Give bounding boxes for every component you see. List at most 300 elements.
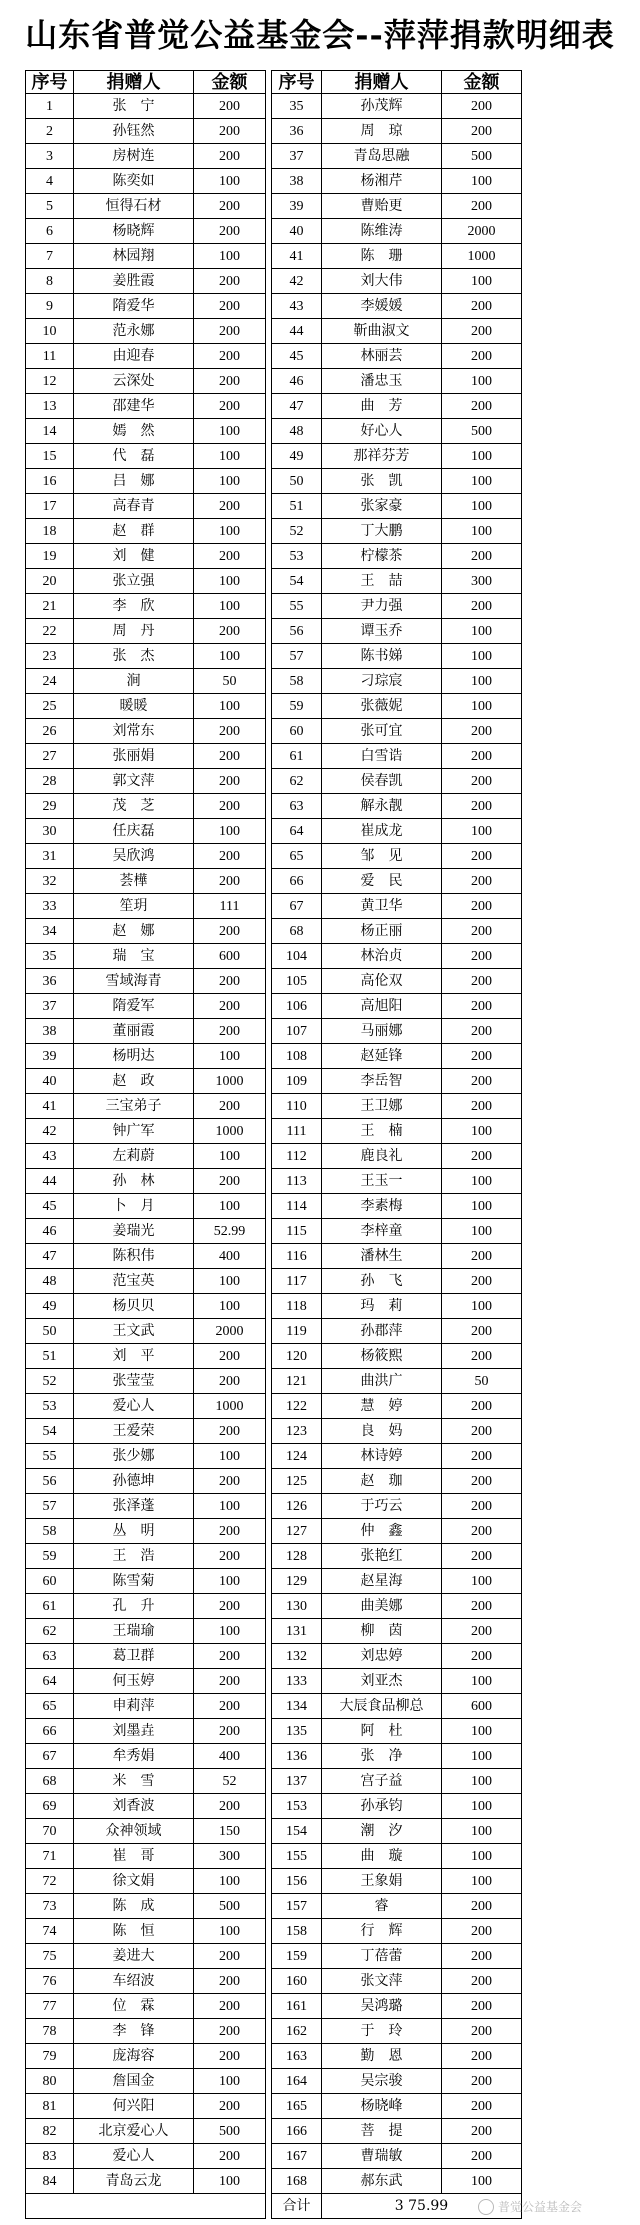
seq-cell: 44 <box>272 319 322 344</box>
amount-cell: 200 <box>442 969 522 994</box>
donor-cell: 杨明达 <box>74 1044 194 1069</box>
seq-cell: 36 <box>26 969 74 994</box>
amount-cell: 100 <box>194 444 266 469</box>
amount-cell: 200 <box>194 619 266 644</box>
seq-cell: 53 <box>272 544 322 569</box>
amount-cell: 100 <box>442 1119 522 1144</box>
donor-cell: 仲 鑫 <box>322 1519 442 1544</box>
table-row <box>26 2144 522 2169</box>
seq-cell: 37 <box>272 144 322 169</box>
seq-cell: 30 <box>26 819 74 844</box>
donor-cell: 潘林生 <box>322 1244 442 1269</box>
seq-cell: 51 <box>26 1344 74 1369</box>
seq-cell: 133 <box>272 1669 322 1694</box>
table-row <box>26 944 522 969</box>
seq-cell: 126 <box>272 1494 322 1519</box>
amount-cell: 100 <box>194 594 266 619</box>
amount-cell: 500 <box>442 419 522 444</box>
donor-cell: 王 喆 <box>322 569 442 594</box>
seq-cell: 46 <box>272 369 322 394</box>
seq-cell: 45 <box>26 1194 74 1219</box>
seq-cell: 12 <box>26 369 74 394</box>
seq-cell: 22 <box>26 619 74 644</box>
donor-cell: 周 丹 <box>74 619 194 644</box>
amount-cell: 100 <box>442 644 522 669</box>
amount-cell: 200 <box>442 769 522 794</box>
table-row <box>26 1294 522 1319</box>
table-row <box>26 1344 522 1369</box>
donor-cell: 陈 珊 <box>322 244 442 269</box>
seq-cell: 109 <box>272 1069 322 1094</box>
amount-cell: 200 <box>442 1544 522 1569</box>
seq-cell: 113 <box>272 1169 322 1194</box>
seq-cell: 68 <box>26 1769 74 1794</box>
amount-cell: 400 <box>194 1744 266 1769</box>
donor-cell: 杨晓峰 <box>322 2094 442 2119</box>
donor-cell: 葛卫群 <box>74 1644 194 1669</box>
donor-cell: 丛 明 <box>74 1519 194 1544</box>
seq-cell: 84 <box>26 2169 74 2194</box>
amount-cell: 100 <box>442 494 522 519</box>
seq-cell: 64 <box>26 1669 74 1694</box>
amount-cell: 200 <box>442 2069 522 2094</box>
table-row <box>26 344 522 369</box>
table-row <box>26 1019 522 1044</box>
amount-cell: 500 <box>194 1894 266 1919</box>
donor-cell: 孙承钧 <box>322 1794 442 1819</box>
table-row <box>26 1819 522 1844</box>
seq-cell: 55 <box>26 1444 74 1469</box>
amount-cell: 200 <box>442 1144 522 1169</box>
seq-cell: 63 <box>272 794 322 819</box>
donor-cell: 青岛思融 <box>322 144 442 169</box>
donor-cell: 丁蓓蕾 <box>322 1944 442 1969</box>
table-row <box>26 794 522 819</box>
donor-cell: 好心人 <box>322 419 442 444</box>
donor-cell: 张泽蓬 <box>74 1494 194 1519</box>
donor-cell: 北京爱心人 <box>74 2119 194 2144</box>
seq-cell: 10 <box>26 319 74 344</box>
amount-cell: 100 <box>194 1194 266 1219</box>
donor-cell: 勤 恩 <box>322 2044 442 2069</box>
donor-cell: 潮 汐 <box>322 1819 442 1844</box>
seq-cell: 29 <box>26 794 74 819</box>
amount-cell: 200 <box>442 1344 522 1369</box>
seq-cell: 72 <box>26 1869 74 1894</box>
donor-cell: 王象娟 <box>322 1869 442 1894</box>
seq-cell: 135 <box>272 1719 322 1744</box>
amount-cell: 100 <box>194 644 266 669</box>
donor-cell: 张艳红 <box>322 1544 442 1569</box>
seq-cell: 33 <box>26 894 74 919</box>
donor-cell: 李素梅 <box>322 1194 442 1219</box>
seq-cell: 32 <box>26 869 74 894</box>
table-row <box>26 1794 522 1819</box>
donor-cell: 林诗婷 <box>322 1444 442 1469</box>
donor-cell: 杨湘芹 <box>322 169 442 194</box>
seq-cell: 48 <box>26 1269 74 1294</box>
seq-cell: 58 <box>272 669 322 694</box>
seq-cell: 164 <box>272 2069 322 2094</box>
amount-cell: 100 <box>194 2069 266 2094</box>
seq-cell: 162 <box>272 2019 322 2044</box>
seq-cell: 83 <box>26 2144 74 2169</box>
table-row <box>26 1744 522 1769</box>
header-donor: 捐赠人 <box>74 71 194 94</box>
amount-cell: 300 <box>442 569 522 594</box>
seq-cell: 37 <box>26 994 74 1019</box>
seq-cell: 51 <box>272 494 322 519</box>
donor-cell: 林丽芸 <box>322 344 442 369</box>
seq-cell: 67 <box>26 1744 74 1769</box>
amount-cell: 200 <box>194 1369 266 1394</box>
donor-cell: 庞海容 <box>74 2044 194 2069</box>
seq-cell: 81 <box>26 2094 74 2119</box>
donor-cell: 李 锋 <box>74 2019 194 2044</box>
donor-cell: 代 磊 <box>74 444 194 469</box>
table-row <box>26 144 522 169</box>
table-row <box>26 1994 522 2019</box>
amount-cell: 100 <box>194 1044 266 1069</box>
table-row <box>26 169 522 194</box>
donor-cell: 曹瑞敏 <box>322 2144 442 2169</box>
seq-cell: 11 <box>26 344 74 369</box>
seq-cell: 114 <box>272 1194 322 1219</box>
amount-cell: 200 <box>194 269 266 294</box>
donor-cell: 赵星海 <box>322 1569 442 1594</box>
table-row <box>26 419 522 444</box>
table-row <box>26 1519 522 1544</box>
donor-cell: 刘忠婷 <box>322 1644 442 1669</box>
donor-cell: 陈书娣 <box>322 644 442 669</box>
table-row <box>26 994 522 1019</box>
donor-cell: 阿 杜 <box>322 1719 442 1744</box>
amount-cell: 200 <box>442 1969 522 1994</box>
donor-cell: 何兴阳 <box>74 2094 194 2119</box>
amount-cell: 200 <box>442 919 522 944</box>
table-row <box>26 1444 522 1469</box>
amount-cell: 200 <box>194 769 266 794</box>
table-row <box>26 1569 522 1594</box>
donor-cell: 靳曲淑文 <box>322 319 442 344</box>
donor-cell: 李 欣 <box>74 594 194 619</box>
table-row <box>26 1694 522 1719</box>
donor-cell: 曲美娜 <box>322 1594 442 1619</box>
seq-cell: 42 <box>272 269 322 294</box>
donor-cell: 荟樺 <box>74 869 194 894</box>
donor-cell: 张立强 <box>74 569 194 594</box>
table-row <box>26 369 522 394</box>
donor-cell: 崔成龙 <box>322 819 442 844</box>
seq-cell: 62 <box>26 1619 74 1644</box>
donor-cell: 陈奕如 <box>74 169 194 194</box>
amount-cell: 500 <box>194 2119 266 2144</box>
donor-cell: 周 琼 <box>322 119 442 144</box>
donor-cell: 王玉一 <box>322 1169 442 1194</box>
donor-cell: 范永娜 <box>74 319 194 344</box>
total-left-blank <box>26 2194 266 2219</box>
donor-cell: 吴欣鸿 <box>74 844 194 869</box>
amount-cell: 200 <box>194 869 266 894</box>
donor-cell: 何玉婷 <box>74 1669 194 1694</box>
table-row <box>26 1919 522 1944</box>
amount-cell: 200 <box>194 1419 266 1444</box>
table-row <box>26 669 522 694</box>
donor-cell: 卜 月 <box>74 1194 194 1219</box>
amount-cell: 200 <box>194 1094 266 1119</box>
seq-cell: 76 <box>26 1969 74 1994</box>
amount-cell: 200 <box>194 1994 266 2019</box>
donor-cell: 笙玥 <box>74 894 194 919</box>
seq-cell: 36 <box>272 119 322 144</box>
seq-cell: 1 <box>26 94 74 119</box>
amount-cell: 200 <box>194 194 266 219</box>
seq-cell: 41 <box>272 244 322 269</box>
seq-cell: 56 <box>26 1469 74 1494</box>
seq-cell: 4 <box>26 169 74 194</box>
seq-cell: 122 <box>272 1394 322 1419</box>
amount-cell: 111 <box>194 894 266 919</box>
amount-cell: 200 <box>194 719 266 744</box>
seq-cell: 71 <box>26 1844 74 1869</box>
amount-cell: 200 <box>442 894 522 919</box>
table-row <box>26 769 522 794</box>
amount-cell: 100 <box>194 244 266 269</box>
donor-cell: 暖暖 <box>74 694 194 719</box>
amount-cell: 200 <box>194 394 266 419</box>
table-row <box>26 1194 522 1219</box>
amount-cell: 100 <box>442 1844 522 1869</box>
amount-cell: 100 <box>194 569 266 594</box>
donor-cell: 曲 芳 <box>322 394 442 419</box>
donor-cell: 姜胜霞 <box>74 269 194 294</box>
amount-cell: 100 <box>194 2169 266 2194</box>
donor-cell: 杨筱熙 <box>322 1344 442 1369</box>
amount-cell: 200 <box>194 1944 266 1969</box>
amount-cell: 100 <box>194 1294 266 1319</box>
amount-cell: 50 <box>194 669 266 694</box>
seq-cell: 168 <box>272 2169 322 2194</box>
table-row <box>26 444 522 469</box>
seq-cell: 38 <box>26 1019 74 1044</box>
seq-cell: 60 <box>26 1569 74 1594</box>
total-row <box>26 2194 522 2219</box>
seq-cell: 31 <box>26 844 74 869</box>
amount-cell: 100 <box>442 1744 522 1769</box>
donor-cell: 王 楠 <box>322 1119 442 1144</box>
amount-cell: 200 <box>442 1519 522 1544</box>
amount-cell: 100 <box>442 444 522 469</box>
table-row <box>26 269 522 294</box>
seq-cell: 123 <box>272 1419 322 1444</box>
amount-cell: 200 <box>194 2044 266 2069</box>
donor-cell: 张 杰 <box>74 644 194 669</box>
amount-cell: 200 <box>442 869 522 894</box>
seq-cell: 15 <box>26 444 74 469</box>
seq-cell: 2 <box>26 119 74 144</box>
donor-cell: 涧 <box>74 669 194 694</box>
seq-cell: 52 <box>272 519 322 544</box>
donor-cell: 吕 娜 <box>74 469 194 494</box>
table-row <box>26 244 522 269</box>
seq-cell: 43 <box>26 1144 74 1169</box>
table-row <box>26 1144 522 1169</box>
donor-cell: 邵建华 <box>74 394 194 419</box>
table-row <box>26 1644 522 1669</box>
donor-cell: 陈 成 <box>74 1894 194 1919</box>
donor-cell: 孙德坤 <box>74 1469 194 1494</box>
amount-cell: 200 <box>442 794 522 819</box>
amount-cell: 100 <box>442 619 522 644</box>
page-title: 山东省普觉公益基金会--萍萍捐款明细表 <box>25 16 615 54</box>
donor-cell: 柳 茵 <box>322 1619 442 1644</box>
amount-cell: 52.99 <box>194 1219 266 1244</box>
amount-cell: 200 <box>442 1019 522 1044</box>
header-seq: 序号 <box>272 71 322 94</box>
table-row <box>26 869 522 894</box>
table-row <box>26 469 522 494</box>
amount-cell: 100 <box>194 1144 266 1169</box>
table-row <box>26 1244 522 1269</box>
watermark-text: 普觉公益基金会 <box>498 2200 583 2214</box>
table-row <box>26 894 522 919</box>
amount-cell: 1000 <box>442 244 522 269</box>
amount-cell: 1000 <box>194 1069 266 1094</box>
amount-cell: 100 <box>194 1269 266 1294</box>
seq-cell: 159 <box>272 1944 322 1969</box>
donor-cell: 刘大伟 <box>322 269 442 294</box>
table-row <box>26 519 522 544</box>
seq-cell: 70 <box>26 1819 74 1844</box>
seq-cell: 131 <box>272 1619 322 1644</box>
seq-cell: 62 <box>272 769 322 794</box>
amount-cell: 52 <box>194 1769 266 1794</box>
amount-cell: 200 <box>194 2144 266 2169</box>
table-row <box>26 919 522 944</box>
amount-cell: 1000 <box>194 1119 266 1144</box>
table-row <box>26 1419 522 1444</box>
amount-cell: 200 <box>194 1169 266 1194</box>
donor-cell: 侯春凯 <box>322 769 442 794</box>
seq-cell: 161 <box>272 1994 322 2019</box>
amount-cell: 100 <box>194 694 266 719</box>
seq-cell: 47 <box>272 394 322 419</box>
amount-cell: 200 <box>442 1044 522 1069</box>
seq-cell: 35 <box>272 94 322 119</box>
amount-cell: 200 <box>442 1244 522 1269</box>
amount-cell: 200 <box>442 1944 522 1969</box>
table-row <box>26 1844 522 1869</box>
seq-cell: 106 <box>272 994 322 1019</box>
amount-cell: 200 <box>194 544 266 569</box>
seq-cell: 59 <box>272 694 322 719</box>
table-row <box>26 1944 522 1969</box>
donor-cell: 杨贝贝 <box>74 1294 194 1319</box>
seq-cell: 167 <box>272 2144 322 2169</box>
seq-cell: 50 <box>26 1319 74 1344</box>
amount-cell: 200 <box>442 744 522 769</box>
donor-cell: 郝东武 <box>322 2169 442 2194</box>
seq-cell: 49 <box>272 444 322 469</box>
donor-cell: 米 雪 <box>74 1769 194 1794</box>
amount-cell: 100 <box>442 1869 522 1894</box>
seq-cell: 124 <box>272 1444 322 1469</box>
seq-cell: 79 <box>26 2044 74 2069</box>
amount-cell: 100 <box>442 1819 522 1844</box>
donor-cell: 三宝弟子 <box>74 1094 194 1119</box>
seq-cell: 16 <box>26 469 74 494</box>
seq-cell: 47 <box>26 1244 74 1269</box>
table-row <box>26 219 522 244</box>
donor-cell: 陈维涛 <box>322 219 442 244</box>
amount-cell: 200 <box>194 1469 266 1494</box>
seq-cell: 156 <box>272 1869 322 1894</box>
donation-ledger-table <box>25 70 522 2219</box>
seq-cell: 61 <box>26 1594 74 1619</box>
amount-cell: 100 <box>194 169 266 194</box>
seq-cell: 53 <box>26 1394 74 1419</box>
seq-cell: 42 <box>26 1119 74 1144</box>
seq-cell: 17 <box>26 494 74 519</box>
donor-cell: 王爱荣 <box>74 1419 194 1444</box>
donor-cell: 刘 健 <box>74 544 194 569</box>
amount-cell: 200 <box>442 1419 522 1444</box>
donor-cell: 范宝英 <box>74 1269 194 1294</box>
donor-cell: 刘墨垚 <box>74 1719 194 1744</box>
seq-cell: 116 <box>272 1244 322 1269</box>
table-row <box>26 969 522 994</box>
amount-cell: 200 <box>442 1094 522 1119</box>
amount-cell: 100 <box>442 819 522 844</box>
table-row <box>26 2069 522 2094</box>
donor-cell: 潘忠玉 <box>322 369 442 394</box>
seq-cell: 27 <box>26 744 74 769</box>
donor-cell: 邹 见 <box>322 844 442 869</box>
donor-cell: 隋爱华 <box>74 294 194 319</box>
table-row <box>26 569 522 594</box>
amount-cell: 100 <box>194 1869 266 1894</box>
donor-cell: 宫子益 <box>322 1769 442 1794</box>
donor-cell: 张莹莹 <box>74 1369 194 1394</box>
amount-cell: 100 <box>442 369 522 394</box>
seq-cell: 61 <box>272 744 322 769</box>
donor-cell: 刁琮宸 <box>322 669 442 694</box>
seq-cell: 25 <box>26 694 74 719</box>
amount-cell: 200 <box>194 294 266 319</box>
table-row <box>26 1594 522 1619</box>
donor-cell: 孙茂辉 <box>322 94 442 119</box>
donor-cell: 王瑞瑜 <box>74 1619 194 1644</box>
seq-cell: 21 <box>26 594 74 619</box>
donor-cell: 张 净 <box>322 1744 442 1769</box>
amount-cell: 200 <box>194 144 266 169</box>
donor-cell: 林园翔 <box>74 244 194 269</box>
seq-cell: 9 <box>26 294 74 319</box>
amount-cell: 200 <box>194 219 266 244</box>
donor-cell: 青岛云龙 <box>74 2169 194 2194</box>
seq-cell: 128 <box>272 1544 322 1569</box>
seq-cell: 118 <box>272 1294 322 1319</box>
seq-cell: 75 <box>26 1944 74 1969</box>
table-row <box>26 1669 522 1694</box>
table-row <box>26 1044 522 1069</box>
donor-cell: 于 玲 <box>322 2019 442 2044</box>
table-row <box>26 1619 522 1644</box>
donor-cell: 任庆磊 <box>74 819 194 844</box>
table-header-row <box>26 71 522 94</box>
table-row <box>26 294 522 319</box>
donor-cell: 曹贻更 <box>322 194 442 219</box>
